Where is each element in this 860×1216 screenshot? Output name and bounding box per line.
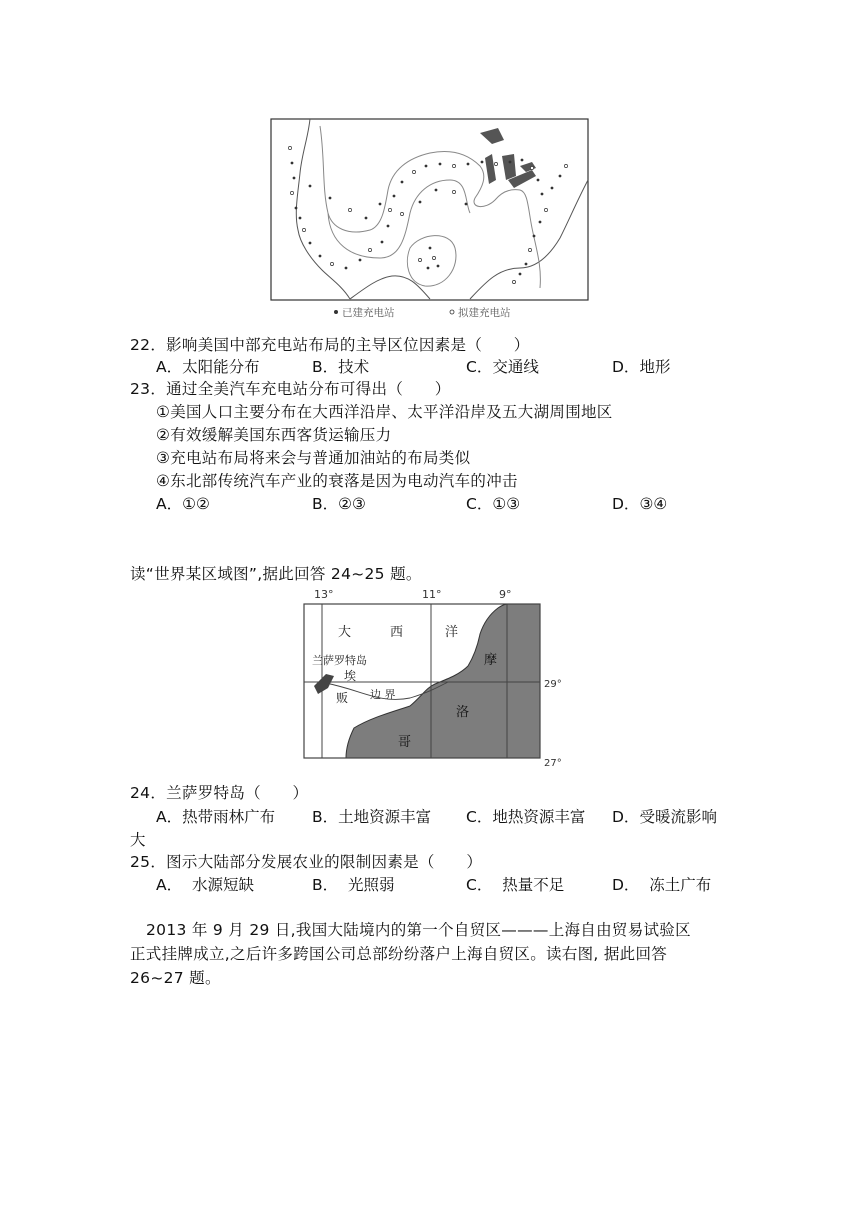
station-dot <box>512 280 515 283</box>
us-charging-station-map <box>270 118 590 323</box>
q24-number: 24． <box>130 784 167 802</box>
legend-planned: 拟建充电站 <box>458 307 511 319</box>
station-dot <box>494 162 497 165</box>
q23-stem <box>130 377 451 399</box>
ocean-char-1: 大 <box>338 625 352 640</box>
q23-option-a[interactable]: A．①② <box>156 495 210 513</box>
station-dot <box>293 177 296 180</box>
station-dot <box>429 247 432 250</box>
country-left-char-1: 埃 <box>344 669 357 683</box>
q22-text: 影响美国中部充电站布局的主导区位因素是（ ） <box>166 336 530 354</box>
station-dot <box>309 242 312 245</box>
intro-26-27-line2: 正式挂牌成立,之后许多跨国公司总部纷纷落户上海自贸区。读右图, 据此回答 <box>130 945 668 963</box>
station-dot <box>528 248 531 251</box>
q25-text: 图示大陆部分发展农业的限制因素是（ ） <box>166 853 483 871</box>
station-dot <box>452 190 455 193</box>
q24-text: 兰萨罗特岛（ ） <box>166 784 309 802</box>
station-dot <box>345 267 348 270</box>
island-label: 兰萨罗特岛 <box>312 654 367 667</box>
station-dot <box>299 217 302 220</box>
legend-built-dot <box>334 310 338 314</box>
country-left-char-2: 贩 <box>336 691 349 705</box>
station-dot <box>544 208 547 211</box>
lat-label-29: 29° <box>544 679 562 690</box>
station-dot <box>400 212 403 215</box>
station-dot <box>509 161 512 164</box>
station-dot <box>537 179 540 182</box>
station-dot <box>539 221 542 224</box>
station-dot <box>393 195 396 198</box>
station-dot <box>330 262 333 265</box>
q25-option-c[interactable]: C． 热量不足 <box>466 876 565 894</box>
station-dot <box>437 265 440 268</box>
station-dot <box>521 159 524 162</box>
station-dot <box>452 164 455 167</box>
station-dot <box>465 203 468 206</box>
country-right-char-2: 洛 <box>456 705 470 720</box>
station-dot <box>564 164 567 167</box>
q24-option-d[interactable]: D．受暖流影响 <box>612 808 717 826</box>
station-dot <box>559 175 562 178</box>
q23-text: 通过全美汽车充电站分布可得出（ ） <box>166 380 451 398</box>
ocean-char-3: 洋 <box>445 625 459 640</box>
station-dot <box>467 163 470 166</box>
q25-option-d[interactable]: D． 冻土广布 <box>612 876 712 894</box>
lon-label-11: 11° <box>422 588 442 601</box>
q23-statement-1: ①美国人口主要分布在大西洋沿岸、太平洋沿岸及五大湖周围地区 <box>156 403 613 421</box>
border-label: 边 界 <box>370 688 396 701</box>
station-dot <box>329 197 332 200</box>
q22-option-a[interactable]: A．太阳能分布 <box>156 358 260 376</box>
station-dot <box>551 187 554 190</box>
legend-planned-dot <box>450 310 454 314</box>
station-dot <box>435 189 438 192</box>
lat-label-27: 27° <box>544 758 562 769</box>
q23-statement-3: ③充电站布局将来会与普通加油站的布局类似 <box>156 449 471 467</box>
station-dot <box>533 235 536 238</box>
station-dot <box>432 256 435 259</box>
q24-option-d-wrap: 大 <box>130 831 146 849</box>
station-dot <box>412 170 415 173</box>
q22-option-d[interactable]: D．地形 <box>612 358 671 376</box>
q24-stem <box>130 781 308 803</box>
station-dot <box>519 273 522 276</box>
q22-option-c[interactable]: C．交通线 <box>466 358 539 376</box>
q24-option-c[interactable]: C．地热资源丰富 <box>466 808 586 826</box>
q25-option-a[interactable]: A． 水源短缺 <box>156 876 254 894</box>
station-dot <box>419 201 422 204</box>
station-dot <box>295 207 298 210</box>
q23-number: 23． <box>130 380 167 398</box>
station-dot <box>481 161 484 164</box>
q25-number: 25． <box>130 853 167 871</box>
intro-24-25: 读“世界某区域图”,据此回答 24~25 题。 <box>130 565 422 583</box>
station-dot <box>379 203 382 206</box>
station-dot <box>309 185 312 188</box>
region-map <box>300 586 562 769</box>
station-dot <box>290 191 293 194</box>
legend-built: 已建充电站 <box>342 307 395 319</box>
q23-option-d[interactable]: D．③④ <box>612 495 668 513</box>
station-dot <box>348 208 351 211</box>
station-dot <box>302 228 305 231</box>
station-dot <box>381 241 384 244</box>
station-dot <box>368 248 371 251</box>
q22-number: 22． <box>130 336 167 354</box>
station-dot <box>541 193 544 196</box>
station-dot <box>530 166 533 169</box>
q23-option-b[interactable]: B．②③ <box>312 495 366 513</box>
q23-statement-4: ④东北部传统汽车产业的衰落是因为电动汽车的冲击 <box>156 472 518 490</box>
station-dot <box>365 217 368 220</box>
station-dot <box>388 208 391 211</box>
station-dot <box>291 162 294 165</box>
station-dot <box>288 146 291 149</box>
station-dot <box>525 263 528 266</box>
ocean-char-2: 西 <box>390 625 404 640</box>
station-dot <box>418 258 421 261</box>
q23-option-c[interactable]: C．①③ <box>466 495 521 513</box>
q24-option-a[interactable]: A．热带雨林广布 <box>156 808 276 826</box>
station-dot <box>439 163 442 166</box>
country-right-char-1: 摩 <box>484 653 498 668</box>
station-dot <box>425 165 428 168</box>
lon-label-9: 9° <box>499 588 512 601</box>
station-dot <box>427 267 430 270</box>
station-dot <box>387 225 390 228</box>
station-dot <box>359 259 362 262</box>
q22-option-b[interactable]: B．技术 <box>312 358 370 376</box>
country-right-char-3: 哥 <box>398 735 412 750</box>
q23-statement-2: ②有效缓解美国东西客货运输压力 <box>156 426 392 444</box>
q22-stem <box>130 333 530 355</box>
lon-label-13: 13° <box>314 588 334 601</box>
station-dot <box>319 255 322 258</box>
intro-26-27-line1: 2013 年 9 月 29 日,我国大陆境内的第一个自贸区———上海自由贸易试验区 <box>146 921 691 939</box>
q25-stem <box>130 850 482 872</box>
intro-26-27-line3: 26~27 题。 <box>130 969 221 987</box>
station-dot <box>401 181 404 184</box>
q25-option-b[interactable]: B． 光照弱 <box>312 876 395 894</box>
q24-option-b[interactable]: B．土地资源丰富 <box>312 808 432 826</box>
